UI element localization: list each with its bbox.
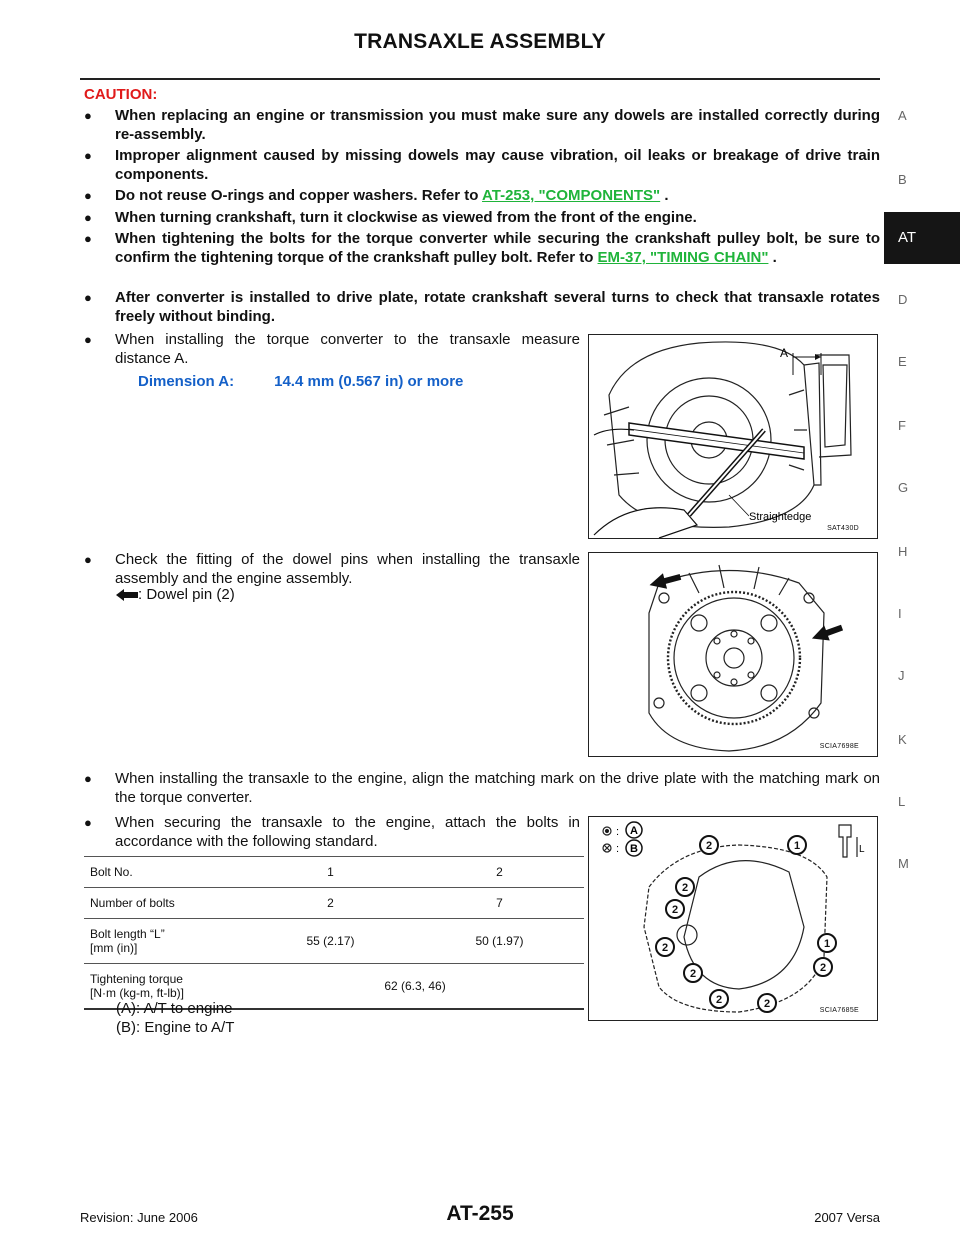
bolt-spec-table	[84, 856, 584, 1010]
section-index-letter[interactable]: G	[898, 480, 909, 495]
label-l: L	[859, 844, 865, 855]
svg-text::: :	[616, 843, 620, 855]
bolt-position-illustration	[589, 817, 877, 1020]
figure-bolt-positions	[588, 816, 878, 1021]
footer-revision: Revision: June 2006	[80, 1210, 198, 1225]
svg-text:2: 2	[661, 942, 669, 954]
section-index-letter[interactable]: M	[898, 856, 909, 871]
svg-text:1: 1	[793, 840, 801, 852]
section-index-letter[interactable]: E	[898, 354, 907, 369]
table-row: Tightening torque [N·m (kg-m, ft-lb)] 62 (6.3, 46)	[84, 964, 584, 1010]
note-b: (B): Engine to A/T	[116, 1019, 235, 1036]
step-dowel-check: ● Check the fitting of the dowel pins when installing the transaxle assembly and the engine assembly.	[84, 551, 580, 587]
dimension-value: 14.4 mm (0.567 in) or more	[274, 373, 464, 390]
arrow-icon	[116, 589, 138, 601]
link-at253-components[interactable]: AT-253, "COMPONENTS"	[482, 187, 661, 204]
svg-text::: :	[616, 826, 620, 838]
figure-code: SCIA7685E	[819, 1007, 859, 1014]
table-row: Bolt length “L” [mm (in)] 55 (2.17) 50 (1.97)	[84, 919, 584, 964]
section-index-letter[interactable]: B	[898, 172, 907, 187]
page-title: TRANSAXLE ASSEMBLY	[354, 30, 606, 53]
svg-text:2: 2	[715, 994, 723, 1006]
label-straightedge: Straightedge	[749, 511, 812, 523]
drive-plate-illustration	[589, 553, 877, 756]
section-index-letter[interactable]: I	[898, 606, 902, 621]
section-index-letter[interactable]: H	[898, 544, 908, 559]
section-index-letter[interactable]: K	[898, 732, 907, 747]
link-em37-timing-chain[interactable]: EM-37, "TIMING CHAIN"	[597, 249, 769, 266]
section-index-letter[interactable]: D	[898, 292, 908, 307]
figure-torque-converter	[588, 334, 878, 539]
bullet-icon: ●	[84, 108, 92, 123]
legend-a: A	[630, 825, 638, 837]
dimension-spec	[138, 373, 463, 390]
table-row: Number of bolts 2 7	[84, 888, 584, 919]
section-index-letter[interactable]: F	[898, 418, 906, 433]
torque-converter-illustration	[589, 335, 877, 538]
svg-text:2: 2	[819, 962, 827, 974]
bullet-icon: ●	[84, 188, 92, 203]
caution-item-3: ● Do not reuse O-rings and copper washers. Refer to AT-253, "COMPONENTS" .	[84, 187, 669, 204]
figure-drive-plate	[588, 552, 878, 757]
footer-model: 2007 Versa	[814, 1210, 880, 1225]
section-index-letter[interactable]: A	[898, 108, 907, 123]
section-index-letter[interactable]: J	[898, 668, 905, 683]
bullet-icon: ●	[84, 332, 92, 347]
caution-item-6: ● After converter is installed to drive plate, rotate crankshaft several turns to check that transaxle rotates freely without binding.	[84, 289, 880, 325]
footer-page-number: AT-255	[446, 1202, 514, 1225]
note-a: (A): A/T to engine	[116, 1000, 233, 1017]
caution-label: CAUTION:	[84, 86, 158, 103]
svg-text:2: 2	[763, 998, 771, 1010]
bullet-icon: ●	[84, 290, 92, 305]
dowel-legend: : Dowel pin (2)	[116, 586, 235, 603]
dimension-label: Dimension A:	[138, 373, 235, 390]
caution-item-4: ● When turning crankshaft, turn it clockwise as viewed from the front of the engine.	[84, 209, 697, 226]
caution-item-1: ● When replacing an engine or transmission you must make sure any dowels are installed correctly during re-assembly.	[84, 107, 880, 143]
svg-text:2: 2	[689, 968, 697, 980]
label-a: A	[780, 346, 789, 360]
svg-text:2: 2	[671, 904, 679, 916]
table-row: Bolt No. 1 2	[84, 857, 584, 888]
svg-text:2: 2	[681, 882, 689, 894]
step-attach-bolts: ● When securing the transaxle to the engine, attach the bolts in accordance with the following standard.	[84, 814, 580, 850]
bullet-icon: ●	[84, 815, 92, 830]
svg-text:1: 1	[823, 938, 831, 950]
section-index-letter[interactable]: L	[898, 794, 906, 809]
title-divider	[80, 78, 880, 80]
section-tab-active[interactable]: AT	[884, 212, 960, 264]
bullet-icon: ●	[84, 771, 92, 786]
svg-text:2: 2	[705, 840, 713, 852]
bullet-icon: ●	[84, 148, 92, 163]
step-measure: ● When installing the torque converter to the transaxle measure distance A.	[84, 331, 580, 367]
caution-item-5: ● When tightening the bolts for the torque converter while securing the crankshaft pulley bolt, be sure to confirm the tightening torque of the crankshaft pulley bolt. Refer to EM-37, "TIMING CHAIN" .	[84, 230, 880, 266]
bullet-icon: ●	[84, 210, 92, 225]
step-align-mark: ● When installing the transaxle to the engine, align the matching mark on the drive plate with the matching mark on the torque converter.	[84, 770, 880, 806]
figure-code: SCIA7698E	[819, 743, 859, 750]
figure-code: SAT430D	[827, 525, 859, 532]
legend-b: B	[630, 843, 638, 855]
bullet-icon: ●	[84, 552, 92, 567]
bullet-icon: ●	[84, 231, 92, 246]
caution-item-2: ● Improper alignment caused by missing dowels may cause vibration, oil leaks or breakage of drive train components.	[84, 147, 880, 183]
